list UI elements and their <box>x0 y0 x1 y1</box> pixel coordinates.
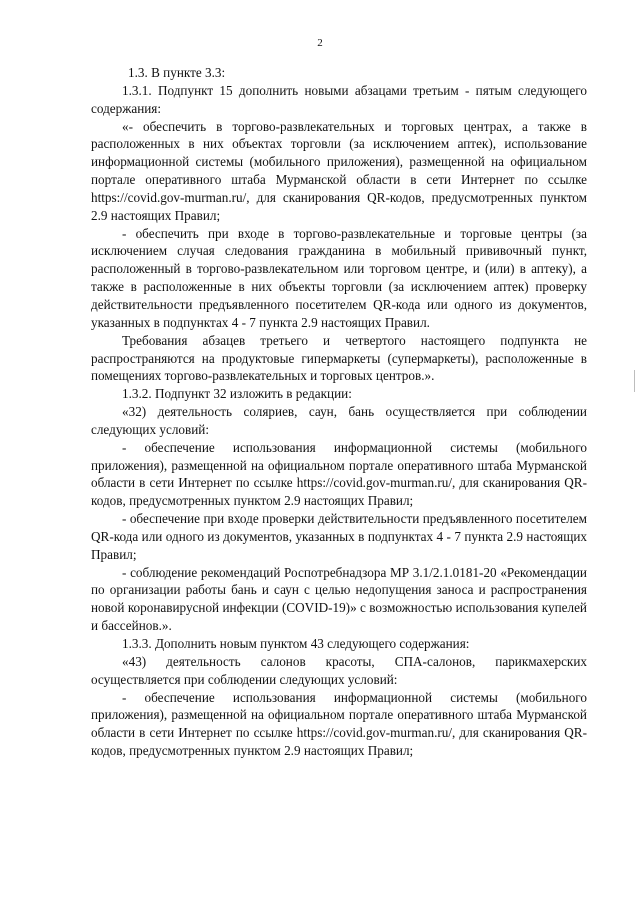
paragraph-check-qr-entrance: - обеспечить при входе в торгово-развлекательные и торговые центры (за исключением случая следования гражданина в мобильный прививочный пункт, расположенный в торгово-развлекательном или торговом центре, и (или) в аптеку), а также в расположенные в них объекты торговли (за исключением аптек) проверку действительности предъявленного посетителем QR-кода или одного из документов, указанных в подпунктах 4 - 7 пункта 2.9 настоящих Правил. <box>91 225 587 330</box>
paragraph-item-32-condition-2: - обеспечение при входе проверки действительности предъявленного посетителем QR-кода или одного из документов, указанных в подпунктах 4 - 7 пункта 2.9 настоящих Правил; <box>91 511 587 562</box>
paragraph-item-32-condition-1: - обеспечение использования информационной системы (мобильного приложения), размещенной на официальном портале оперативного штаба Мурманской области в сети Интернет по ссылке https://covid.gov-murman.ru/, для сканирования QR-кодов, предусмотренных пунктом 2.9 настоящих Правил; <box>91 439 587 509</box>
paragraph-scan-qr-malls: «- обеспечить в торгово-развлекательных и торговых центрах, а также в расположенных в них объектах торговли (за исключением аптек), использование информационной системы (мобильного приложения), размещенной на официальном портале оперативного штаба Мурманской области в сети Интернет по ссылке https://covid.gov-murman.ru/, для сканирования QR-кодов, предусмотренных пунктом 2.9 настоящих Правил; <box>91 118 587 223</box>
subsection-1-3-2: 1.3.2. Подпункт 32 изложить в редакции: <box>122 386 352 402</box>
scan-margin-mark <box>634 370 635 392</box>
paragraph-item-43: «43) деятельность салонов красоты, СПА-салонов, парикмахерских осуществляется при соблюдении следующих условий: <box>91 653 587 687</box>
page-number: 2 <box>317 37 323 49</box>
section-heading-1-3: 1.3. В пункте 3.3: <box>128 65 226 80</box>
paragraph-item-43-condition-1: - обеспечение использования информационной системы (мобильного приложения), размещенной на официальном портале оперативного штаба Мурманской области в сети Интернет по ссылке https://covid.gov-murman.ru/, для сканирования QR-кодов, предусмотренных пунктом 2.9 настоящих Правил; <box>91 689 587 759</box>
paragraph-item-32-condition-3: - соблюдение рекомендаций Роспотребнадзора МР 3.1/2.1.0181-20 «Рекомендации по организации работы бань и саун с целью недопущения заноса и распространения новой коронавирусной инфекции (COVID-19)» с возможностью использования купелей и бассейнов.». <box>91 564 587 634</box>
subsection-1-3-3: 1.3.3. Дополнить новым пунктом 43 следующего содержания: <box>122 636 470 651</box>
subsection-1-3-1: 1.3.1. Подпункт 15 дополнить новыми абзацами третьим - пятым следующего содержания: <box>91 82 587 116</box>
paragraph-item-32: «32) деятельность соляриев, саун, бань осуществляется при соблюдении следующих условий: <box>91 404 587 437</box>
paragraph-exceptions-supermarkets: Требования абзацев третьего и четвертого настоящего подпункта не распространяются на продуктовые гипермаркеты (супермаркеты), расположенные в помещениях торгово-развлекательных и торговых центров.». <box>91 332 587 384</box>
document-body <box>91 64 587 760</box>
